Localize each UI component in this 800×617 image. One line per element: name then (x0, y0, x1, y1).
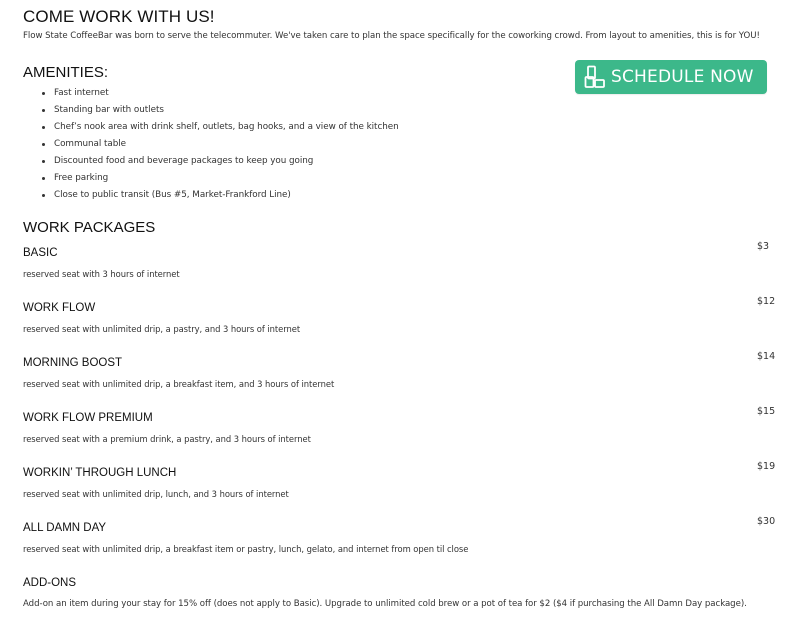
package-name: BASIC (23, 247, 58, 259)
list-item: Standing bar with outlets (23, 102, 399, 119)
page-title: COME WORK WITH US! (23, 7, 215, 26)
add-ons-heading: ADD-ONS (23, 577, 77, 589)
package-price: $14 (757, 351, 776, 362)
list-item: Chef’s nook area with drink shelf, outlets, bag hooks, and a view of the kitchen (23, 119, 399, 136)
bullet-icon (42, 177, 45, 180)
package-desc: reserved seat with a premium drink, a pastry, and 3 hours of internet (23, 434, 311, 444)
list-item: Fast internet (23, 85, 399, 102)
add-ons-text: Add-on an item during your stay for 15% off (does not apply to Basic). Upgrade to unlimited cold brew or a pot of tea for $2 ($4 if purchasing the All Damn Day package). (23, 599, 747, 609)
bullet-icon (42, 143, 45, 146)
bullet-icon (42, 194, 45, 197)
intro-text: Flow State CoffeeBar was born to serve the telecommuter. We've taken care to plan the space specifically for the coworking crowd. From layout to amenities, this is for YOU! (23, 31, 760, 41)
amenities-list (23, 85, 399, 204)
package-work-flow-premium (23, 406, 783, 467)
amenities-heading: AMENITIES: (23, 64, 109, 81)
list-item: Free parking (23, 170, 399, 187)
package-work-flow (23, 296, 783, 357)
package-name: WORK FLOW (23, 302, 96, 314)
package-workin-through-lunch (23, 461, 783, 522)
package-basic (23, 241, 783, 302)
schedule-blocks-icon (584, 65, 606, 89)
package-name: ALL DAMN DAY (23, 522, 107, 534)
work-packages-heading: WORK PACKAGES (23, 219, 156, 236)
package-price: $3 (757, 241, 770, 252)
package-desc: reserved seat with unlimited drip, a pastry, and 3 hours of internet (23, 324, 301, 334)
package-morning-boost (23, 351, 783, 412)
bullet-icon (42, 92, 45, 95)
package-price: $19 (757, 461, 776, 472)
package-desc: reserved seat with unlimited drip, a breakfast item or pastry, lunch, gelato, and internet from open til close (23, 544, 469, 554)
list-item: Discounted food and beverage packages to keep you going (23, 153, 399, 170)
package-desc: reserved seat with 3 hours of internet (23, 269, 180, 279)
list-item: Communal table (23, 136, 399, 153)
bullet-icon (42, 160, 45, 163)
package-name: MORNING BOOST (23, 357, 123, 369)
package-name: WORK FLOW PREMIUM (23, 412, 153, 424)
schedule-now-label: SCHEDULE NOW (611, 67, 754, 87)
package-all-damn-day (23, 516, 783, 577)
list-item: Close to public transit (Bus #5, Market-Frankford Line) (23, 187, 399, 204)
package-desc: reserved seat with unlimited drip, lunch, and 3 hours of internet (23, 489, 289, 499)
package-desc: reserved seat with unlimited drip, a breakfast item, and 3 hours of internet (23, 379, 335, 389)
package-price: $30 (757, 516, 776, 527)
schedule-now-button[interactable] (575, 60, 767, 94)
package-price: $12 (757, 296, 776, 307)
bullet-icon (42, 126, 45, 129)
bullet-icon (42, 109, 45, 112)
package-price: $15 (757, 406, 776, 417)
package-name: WORKIN’ THROUGH LUNCH (23, 467, 177, 479)
